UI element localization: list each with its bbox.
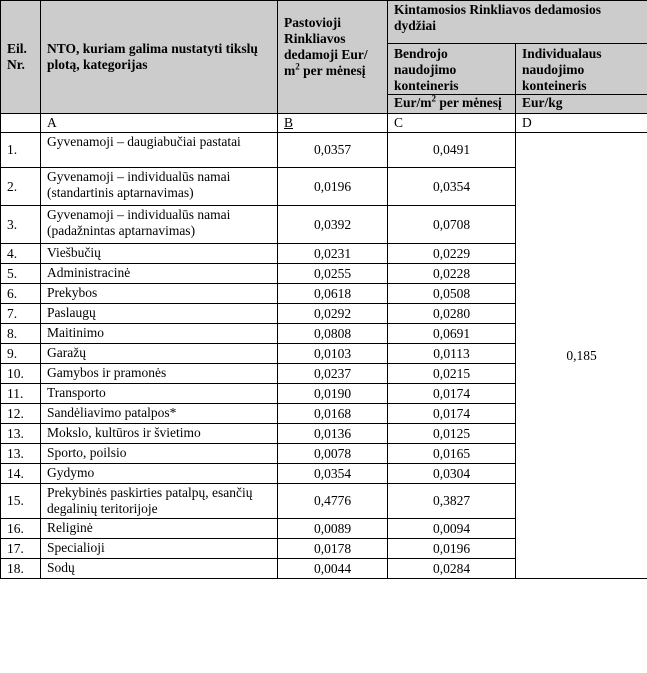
row-category: Sporto, poilsio [41, 444, 278, 464]
row-category: Sandėliavimo patalpos* [41, 404, 278, 424]
row-number: 7. [1, 304, 41, 324]
row-common-value: 0,3827 [388, 484, 516, 519]
row-fixed-value: 0,0354 [278, 464, 388, 484]
row-fixed-value: 0,0190 [278, 384, 388, 404]
row-common-value: 0,0215 [388, 364, 516, 384]
row-category: Administracinė [41, 264, 278, 284]
table-row [1, 133, 647, 168]
row-category: Gyvenamoji – individualūs namai (standartinis aptarnavimas) [41, 168, 278, 206]
row-common-value: 0,0304 [388, 464, 516, 484]
row-number: 8. [1, 324, 41, 344]
row-number: 1. [1, 133, 41, 168]
row-number: 6. [1, 284, 41, 304]
row-fixed-value: 0,4776 [278, 484, 388, 519]
row-number: 12. [1, 404, 41, 424]
row-common-value: 0,0508 [388, 284, 516, 304]
row-category: Gydymo [41, 464, 278, 484]
row-common-value: 0,0174 [388, 384, 516, 404]
row-fixed-value: 0,0231 [278, 244, 388, 264]
row-number: 10. [1, 364, 41, 384]
row-fixed-value: 0,0255 [278, 264, 388, 284]
letter-b: B [278, 114, 388, 133]
row-category: Garažų [41, 344, 278, 364]
row-number: 18. [1, 559, 41, 579]
row-category: Viešbučių [41, 244, 278, 264]
row-number: 16. [1, 519, 41, 539]
row-category: Mokslo, kultūros ir švietimo [41, 424, 278, 444]
row-fixed-value: 0,0178 [278, 539, 388, 559]
header-fixed-charge: Pastovioji Rinkliavos dedamoji Eur/ $m^2$ per mėnesį [278, 1, 388, 114]
row-category: Transporto [41, 384, 278, 404]
row-fixed-value: 0,0089 [278, 519, 388, 539]
row-common-value: 0,0113 [388, 344, 516, 364]
row-fixed-value: 0,0196 [278, 168, 388, 206]
row-number: 15. [1, 484, 41, 519]
row-common-value: 0,0165 [388, 444, 516, 464]
row-fixed-value: 0,0078 [278, 444, 388, 464]
header-common-container: Bendrojo naudojimo konteineris Eur/$m^2$ per mėnesį [388, 44, 516, 114]
row-number: 5. [1, 264, 41, 284]
row-common-value: 0,0284 [388, 559, 516, 579]
row-fixed-value: 0,0392 [278, 206, 388, 244]
header-category: NTO, kuriam galima nustatyti tikslų plotą, kategorijas [41, 1, 278, 114]
header-nr: Eil. Nr. [1, 1, 41, 114]
row-category: Gyvenamoji – daugiabučiai pastatai [41, 133, 278, 168]
row-common-value: 0,0125 [388, 424, 516, 444]
row-common-value: 0,0491 [388, 133, 516, 168]
row-common-value: 0,0196 [388, 539, 516, 559]
row-common-value: 0,0228 [388, 264, 516, 284]
letter-a: A [41, 114, 278, 133]
row-number: 11. [1, 384, 41, 404]
row-category: Gyvenamoji – individualūs namai (padažnintas aptarnavimas) [41, 206, 278, 244]
row-fixed-value: 0,0618 [278, 284, 388, 304]
row-fixed-value: 0,0136 [278, 424, 388, 444]
row-category: Specialioji [41, 539, 278, 559]
row-number: 14. [1, 464, 41, 484]
row-common-value: 0,0174 [388, 404, 516, 424]
row-common-value: 0,0280 [388, 304, 516, 324]
letter-d: D [516, 114, 647, 133]
row-fixed-value: 0,0237 [278, 364, 388, 384]
row-number: 17. [1, 539, 41, 559]
row-number: 3. [1, 206, 41, 244]
row-category: Prekybinės paskirties patalpų, esančių degalinių teritorijoje [41, 484, 278, 519]
row-category: Gamybos ir pramonės [41, 364, 278, 384]
row-category: Paslaugų [41, 304, 278, 324]
row-fixed-value: 0,0808 [278, 324, 388, 344]
letter-nr-blank [1, 114, 41, 133]
row-common-value: 0,0691 [388, 324, 516, 344]
row-common-value: 0,0229 [388, 244, 516, 264]
row-fixed-value: 0,0168 [278, 404, 388, 424]
row-common-value: 0,0094 [388, 519, 516, 539]
row-number: 13. [1, 424, 41, 444]
row-common-value: 0,0354 [388, 168, 516, 206]
row-fixed-value: 0,0103 [278, 344, 388, 364]
header-variable-charge: Kintamosios Rinkliavos dedamosios dydžiai [388, 1, 647, 44]
table-body [1, 133, 647, 579]
row-number: 9. [1, 344, 41, 364]
row-fixed-value: 0,0357 [278, 133, 388, 168]
row-number: 4. [1, 244, 41, 264]
individual-container-value: 0,185 [516, 133, 647, 579]
row-number: 13. [1, 444, 41, 464]
row-fixed-value: 0,0292 [278, 304, 388, 324]
row-category: Religinė [41, 519, 278, 539]
row-fixed-value: 0,0044 [278, 559, 388, 579]
row-number: 2. [1, 168, 41, 206]
row-common-value: 0,0708 [388, 206, 516, 244]
letter-c: C [388, 114, 516, 133]
row-category: Prekybos [41, 284, 278, 304]
header-individual-container: Individualaus naudojimo konteineris Eur/kg [516, 44, 647, 114]
row-category: Sodų [41, 559, 278, 579]
row-category: Maitinimo [41, 324, 278, 344]
